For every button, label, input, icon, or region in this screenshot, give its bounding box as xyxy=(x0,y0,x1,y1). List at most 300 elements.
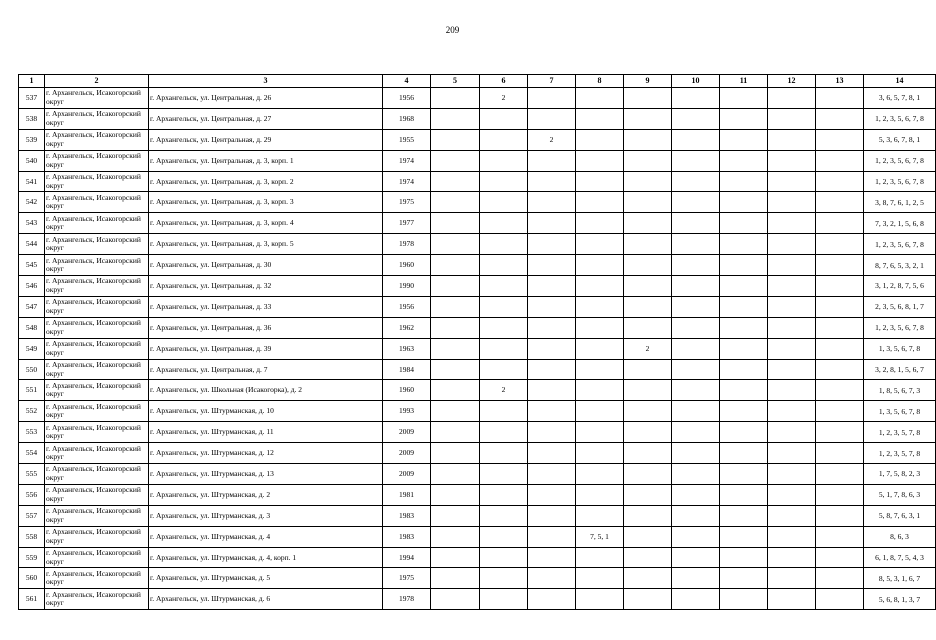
column-header-1: 1 xyxy=(19,75,45,88)
col14-cell: 2, 3, 5, 6, 8, 1, 7 xyxy=(864,296,936,317)
row-number: 558 xyxy=(19,526,45,547)
col5-cell xyxy=(431,276,480,297)
col10-cell xyxy=(672,88,720,109)
col7-cell xyxy=(528,380,576,401)
housing-table xyxy=(18,74,936,610)
col5-cell xyxy=(431,213,480,234)
district-cell: г. Архангельск, Исакогорский округ xyxy=(45,380,149,401)
col9-cell xyxy=(624,464,672,485)
address-cell: г. Архангельск, ул. Центральная, д. 32 xyxy=(149,276,383,297)
column-header-6: 6 xyxy=(480,75,528,88)
col6-cell xyxy=(480,526,528,547)
col7-cell xyxy=(528,443,576,464)
col14-cell: 1, 2, 3, 5, 6, 7, 8 xyxy=(864,317,936,338)
address-cell: г. Архангельск, ул. Центральная, д. 29 xyxy=(149,129,383,150)
col10-cell xyxy=(672,380,720,401)
table-row xyxy=(19,108,936,129)
table-row xyxy=(19,213,936,234)
col9-cell xyxy=(624,505,672,526)
col5-cell xyxy=(431,317,480,338)
col13-cell xyxy=(816,359,864,380)
col11-cell xyxy=(720,464,768,485)
col11-cell xyxy=(720,296,768,317)
col11-cell xyxy=(720,234,768,255)
col13-cell xyxy=(816,484,864,505)
col9-cell xyxy=(624,317,672,338)
col5-cell xyxy=(431,568,480,589)
col6-cell xyxy=(480,443,528,464)
col11-cell xyxy=(720,108,768,129)
col14-cell: 1, 2, 3, 5, 7, 8 xyxy=(864,443,936,464)
col7-cell xyxy=(528,401,576,422)
page-number: 209 xyxy=(445,25,460,35)
address-cell: г. Архангельск, ул. Центральная, д. 7 xyxy=(149,359,383,380)
col10-cell xyxy=(672,505,720,526)
col12-cell xyxy=(768,401,816,422)
district-cell: г. Архангельск, Исакогорский округ xyxy=(45,234,149,255)
row-number: 548 xyxy=(19,317,45,338)
address-cell: г. Архангельск, ул. Центральная, д. 3, корп. 1 xyxy=(149,150,383,171)
col10-cell xyxy=(672,234,720,255)
column-header-7: 7 xyxy=(528,75,576,88)
district-cell: г. Архангельск, Исакогорский округ xyxy=(45,171,149,192)
address-cell: г. Архангельск, ул. Центральная, д. 33 xyxy=(149,296,383,317)
col14-cell: 1, 2, 3, 5, 7, 8 xyxy=(864,422,936,443)
col10-cell xyxy=(672,255,720,276)
col9-cell xyxy=(624,568,672,589)
year-cell: 1956 xyxy=(383,88,431,109)
col12-cell xyxy=(768,171,816,192)
col7-cell xyxy=(528,213,576,234)
col13-cell xyxy=(816,526,864,547)
col10-cell xyxy=(672,568,720,589)
table-row xyxy=(19,380,936,401)
column-header-13: 13 xyxy=(816,75,864,88)
col11-cell xyxy=(720,401,768,422)
row-number: 555 xyxy=(19,464,45,485)
table-row xyxy=(19,526,936,547)
col9-cell xyxy=(624,422,672,443)
col6-cell xyxy=(480,359,528,380)
col8-cell xyxy=(576,255,624,276)
district-cell: г. Архангельск, Исакогорский округ xyxy=(45,484,149,505)
col9-cell xyxy=(624,359,672,380)
col14-cell: 1, 7, 5, 8, 2, 3 xyxy=(864,464,936,485)
col6-cell xyxy=(480,338,528,359)
address-cell: г. Архангельск, ул. Штурманская, д. 2 xyxy=(149,484,383,505)
col7-cell xyxy=(528,338,576,359)
col7-cell xyxy=(528,589,576,610)
address-cell: г. Архангельск, ул. Штурманская, д. 11 xyxy=(149,422,383,443)
row-number: 539 xyxy=(19,129,45,150)
year-cell: 1956 xyxy=(383,296,431,317)
district-cell: г. Архангельск, Исакогорский округ xyxy=(45,213,149,234)
col11-cell xyxy=(720,380,768,401)
col11-cell xyxy=(720,359,768,380)
col13-cell xyxy=(816,192,864,213)
row-number: 541 xyxy=(19,171,45,192)
address-cell: г. Архангельск, ул. Школьная (Исакогорка), д. 2 xyxy=(149,380,383,401)
col11-cell xyxy=(720,129,768,150)
col6-cell xyxy=(480,401,528,422)
col13-cell xyxy=(816,589,864,610)
col9-cell: 2 xyxy=(624,338,672,359)
col14-cell: 1, 3, 5, 6, 7, 8 xyxy=(864,338,936,359)
year-cell: 1974 xyxy=(383,150,431,171)
col11-cell xyxy=(720,422,768,443)
address-cell: г. Архангельск, ул. Штурманская, д. 4 xyxy=(149,526,383,547)
col6-cell xyxy=(480,317,528,338)
col8-cell xyxy=(576,401,624,422)
col9-cell xyxy=(624,108,672,129)
year-cell: 1962 xyxy=(383,317,431,338)
year-cell: 1978 xyxy=(383,589,431,610)
district-cell: г. Архангельск, Исакогорский округ xyxy=(45,443,149,464)
col12-cell xyxy=(768,255,816,276)
year-cell: 1990 xyxy=(383,276,431,297)
col8-cell xyxy=(576,129,624,150)
address-cell: г. Архангельск, ул. Центральная, д. 3, корп. 4 xyxy=(149,213,383,234)
year-cell: 1983 xyxy=(383,505,431,526)
address-cell: г. Архангельск, ул. Штурманская, д. 4, корп. 1 xyxy=(149,547,383,568)
col7-cell xyxy=(528,255,576,276)
col8-cell xyxy=(576,192,624,213)
col14-cell: 5, 6, 8, 1, 3, 7 xyxy=(864,589,936,610)
col7-cell: 2 xyxy=(528,129,576,150)
col13-cell xyxy=(816,380,864,401)
col11-cell xyxy=(720,171,768,192)
year-cell: 1974 xyxy=(383,171,431,192)
col7-cell xyxy=(528,568,576,589)
column-header-5: 5 xyxy=(431,75,480,88)
col10-cell xyxy=(672,422,720,443)
col8-cell xyxy=(576,359,624,380)
col8-cell xyxy=(576,213,624,234)
year-cell: 1978 xyxy=(383,234,431,255)
col7-cell xyxy=(528,171,576,192)
column-header-10: 10 xyxy=(672,75,720,88)
col5-cell xyxy=(431,422,480,443)
col8-cell xyxy=(576,234,624,255)
col5-cell xyxy=(431,192,480,213)
year-cell: 1981 xyxy=(383,484,431,505)
district-cell: г. Архангельск, Исакогорский округ xyxy=(45,338,149,359)
table-row xyxy=(19,401,936,422)
col13-cell xyxy=(816,443,864,464)
col11-cell xyxy=(720,276,768,297)
col14-cell: 7, 3, 2, 1, 5, 6, 8 xyxy=(864,213,936,234)
year-cell: 1968 xyxy=(383,108,431,129)
col6-cell xyxy=(480,276,528,297)
col8-cell: 7, 5, 1 xyxy=(576,526,624,547)
district-cell: г. Архангельск, Исакогорский округ xyxy=(45,568,149,589)
col11-cell xyxy=(720,338,768,359)
col14-cell: 8, 5, 3, 1, 6, 7 xyxy=(864,568,936,589)
col14-cell: 5, 8, 7, 6, 3, 1 xyxy=(864,505,936,526)
row-number: 540 xyxy=(19,150,45,171)
col7-cell xyxy=(528,108,576,129)
col11-cell xyxy=(720,589,768,610)
col6-cell xyxy=(480,547,528,568)
address-cell: г. Архангельск, ул. Штурманская, д. 12 xyxy=(149,443,383,464)
col9-cell xyxy=(624,443,672,464)
col13-cell xyxy=(816,129,864,150)
row-number: 550 xyxy=(19,359,45,380)
column-header-2: 2 xyxy=(45,75,149,88)
col11-cell xyxy=(720,317,768,338)
col10-cell xyxy=(672,150,720,171)
table-row xyxy=(19,150,936,171)
col13-cell xyxy=(816,547,864,568)
col13-cell xyxy=(816,255,864,276)
col12-cell xyxy=(768,338,816,359)
col12-cell xyxy=(768,150,816,171)
table-row xyxy=(19,276,936,297)
col14-cell: 8, 7, 6, 5, 3, 2, 1 xyxy=(864,255,936,276)
col7-cell xyxy=(528,484,576,505)
district-cell: г. Архангельск, Исакогорский округ xyxy=(45,359,149,380)
col10-cell xyxy=(672,589,720,610)
year-cell: 1993 xyxy=(383,401,431,422)
district-cell: г. Архангельск, Исакогорский округ xyxy=(45,464,149,485)
col10-cell xyxy=(672,171,720,192)
col12-cell xyxy=(768,129,816,150)
table-row xyxy=(19,484,936,505)
col13-cell xyxy=(816,338,864,359)
table-body xyxy=(19,88,936,610)
col6-cell xyxy=(480,589,528,610)
col7-cell xyxy=(528,547,576,568)
district-cell: г. Архангельск, Исакогорский округ xyxy=(45,296,149,317)
year-cell: 1960 xyxy=(383,255,431,276)
col5-cell xyxy=(431,338,480,359)
table-row xyxy=(19,88,936,109)
table-row xyxy=(19,464,936,485)
col14-cell: 3, 8, 7, 6, 1, 2, 5 xyxy=(864,192,936,213)
col12-cell xyxy=(768,589,816,610)
address-cell: г. Архангельск, ул. Центральная, д. 36 xyxy=(149,317,383,338)
table-row xyxy=(19,568,936,589)
col5-cell xyxy=(431,380,480,401)
col11-cell xyxy=(720,505,768,526)
col11-cell xyxy=(720,568,768,589)
col8-cell xyxy=(576,150,624,171)
col9-cell xyxy=(624,276,672,297)
col6-cell xyxy=(480,171,528,192)
col5-cell xyxy=(431,547,480,568)
address-cell: г. Архангельск, ул. Центральная, д. 3, корп. 3 xyxy=(149,192,383,213)
col5-cell xyxy=(431,526,480,547)
address-cell: г. Архангельск, ул. Центральная, д. 27 xyxy=(149,108,383,129)
col5-cell xyxy=(431,296,480,317)
col6-cell xyxy=(480,213,528,234)
col13-cell xyxy=(816,213,864,234)
col12-cell xyxy=(768,380,816,401)
col5-cell xyxy=(431,108,480,129)
row-number: 552 xyxy=(19,401,45,422)
col5-cell xyxy=(431,255,480,276)
col6-cell xyxy=(480,234,528,255)
year-cell: 1960 xyxy=(383,380,431,401)
col7-cell xyxy=(528,192,576,213)
row-number: 546 xyxy=(19,276,45,297)
address-cell: г. Архангельск, ул. Штурманская, д. 3 xyxy=(149,505,383,526)
col5-cell xyxy=(431,129,480,150)
col10-cell xyxy=(672,338,720,359)
row-number: 549 xyxy=(19,338,45,359)
col8-cell xyxy=(576,171,624,192)
col11-cell xyxy=(720,192,768,213)
col6-cell: 2 xyxy=(480,88,528,109)
col9-cell xyxy=(624,526,672,547)
row-number: 557 xyxy=(19,505,45,526)
col12-cell xyxy=(768,317,816,338)
col7-cell xyxy=(528,359,576,380)
col12-cell xyxy=(768,88,816,109)
district-cell: г. Архангельск, Исакогорский округ xyxy=(45,129,149,150)
col5-cell xyxy=(431,464,480,485)
col14-cell: 1, 2, 3, 5, 6, 7, 8 xyxy=(864,108,936,129)
col7-cell xyxy=(528,296,576,317)
col8-cell xyxy=(576,589,624,610)
col10-cell xyxy=(672,276,720,297)
district-cell: г. Архангельск, Исакогорский округ xyxy=(45,547,149,568)
col12-cell xyxy=(768,108,816,129)
col9-cell xyxy=(624,401,672,422)
column-header-11: 11 xyxy=(720,75,768,88)
col5-cell xyxy=(431,88,480,109)
col6-cell xyxy=(480,296,528,317)
col14-cell: 1, 2, 3, 5, 6, 7, 8 xyxy=(864,171,936,192)
year-cell: 1975 xyxy=(383,568,431,589)
col9-cell xyxy=(624,547,672,568)
address-cell: г. Архангельск, ул. Штурманская, д. 5 xyxy=(149,568,383,589)
address-cell: г. Архангельск, ул. Штурманская, д. 10 xyxy=(149,401,383,422)
col5-cell xyxy=(431,505,480,526)
column-header-4: 4 xyxy=(383,75,431,88)
col7-cell xyxy=(528,422,576,443)
district-cell: г. Архангельск, Исакогорский округ xyxy=(45,255,149,276)
col10-cell xyxy=(672,443,720,464)
table-row xyxy=(19,589,936,610)
district-cell: г. Архангельск, Исакогорский округ xyxy=(45,192,149,213)
row-number: 554 xyxy=(19,443,45,464)
col10-cell xyxy=(672,359,720,380)
row-number: 537 xyxy=(19,88,45,109)
col13-cell xyxy=(816,171,864,192)
col6-cell xyxy=(480,484,528,505)
col10-cell xyxy=(672,317,720,338)
row-number: 542 xyxy=(19,192,45,213)
col8-cell xyxy=(576,317,624,338)
col10-cell xyxy=(672,484,720,505)
row-number: 545 xyxy=(19,255,45,276)
col9-cell xyxy=(624,296,672,317)
district-cell: г. Архангельск, Исакогорский округ xyxy=(45,317,149,338)
col9-cell xyxy=(624,255,672,276)
table-header xyxy=(19,75,936,88)
table-row xyxy=(19,255,936,276)
col11-cell xyxy=(720,88,768,109)
address-cell: г. Архангельск, ул. Штурманская, д. 6 xyxy=(149,589,383,610)
col9-cell xyxy=(624,150,672,171)
col13-cell xyxy=(816,317,864,338)
year-cell: 1975 xyxy=(383,192,431,213)
col12-cell xyxy=(768,192,816,213)
year-cell: 2009 xyxy=(383,443,431,464)
header-row xyxy=(19,75,936,88)
col7-cell xyxy=(528,505,576,526)
row-number: 556 xyxy=(19,484,45,505)
address-cell: г. Архангельск, ул. Центральная, д. 3, корп. 2 xyxy=(149,171,383,192)
col8-cell xyxy=(576,276,624,297)
col8-cell xyxy=(576,484,624,505)
table-row xyxy=(19,422,936,443)
col5-cell xyxy=(431,443,480,464)
col9-cell xyxy=(624,484,672,505)
row-number: 553 xyxy=(19,422,45,443)
col8-cell xyxy=(576,547,624,568)
col12-cell xyxy=(768,213,816,234)
col8-cell xyxy=(576,568,624,589)
col9-cell xyxy=(624,88,672,109)
col11-cell xyxy=(720,213,768,234)
district-cell: г. Архангельск, Исакогорский округ xyxy=(45,589,149,610)
col8-cell xyxy=(576,108,624,129)
table-row xyxy=(19,547,936,568)
col13-cell xyxy=(816,464,864,485)
address-cell: г. Архангельск, ул. Центральная, д. 3, корп. 5 xyxy=(149,234,383,255)
row-number: 538 xyxy=(19,108,45,129)
col12-cell xyxy=(768,505,816,526)
col14-cell: 5, 1, 7, 8, 6, 3 xyxy=(864,484,936,505)
col7-cell xyxy=(528,150,576,171)
col5-cell xyxy=(431,234,480,255)
col11-cell xyxy=(720,255,768,276)
col7-cell xyxy=(528,276,576,297)
col14-cell: 3, 6, 5, 7, 8, 1 xyxy=(864,88,936,109)
address-cell: г. Архангельск, ул. Центральная, д. 26 xyxy=(149,88,383,109)
col7-cell xyxy=(528,526,576,547)
col7-cell xyxy=(528,464,576,485)
row-number: 561 xyxy=(19,589,45,610)
col5-cell xyxy=(431,359,480,380)
year-cell: 1984 xyxy=(383,359,431,380)
district-cell: г. Архангельск, Исакогорский округ xyxy=(45,276,149,297)
col12-cell xyxy=(768,526,816,547)
col8-cell xyxy=(576,380,624,401)
col6-cell: 2 xyxy=(480,380,528,401)
col6-cell xyxy=(480,150,528,171)
col5-cell xyxy=(431,171,480,192)
year-cell: 1977 xyxy=(383,213,431,234)
col6-cell xyxy=(480,464,528,485)
year-cell: 2009 xyxy=(383,464,431,485)
table-row xyxy=(19,505,936,526)
row-number: 559 xyxy=(19,547,45,568)
col10-cell xyxy=(672,526,720,547)
col13-cell xyxy=(816,401,864,422)
district-cell: г. Архангельск, Исакогорский округ xyxy=(45,88,149,109)
col8-cell xyxy=(576,338,624,359)
col12-cell xyxy=(768,568,816,589)
address-cell: г. Архангельск, ул. Центральная, д. 39 xyxy=(149,338,383,359)
col9-cell xyxy=(624,213,672,234)
col5-cell xyxy=(431,589,480,610)
col12-cell xyxy=(768,276,816,297)
col9-cell xyxy=(624,234,672,255)
col12-cell xyxy=(768,296,816,317)
